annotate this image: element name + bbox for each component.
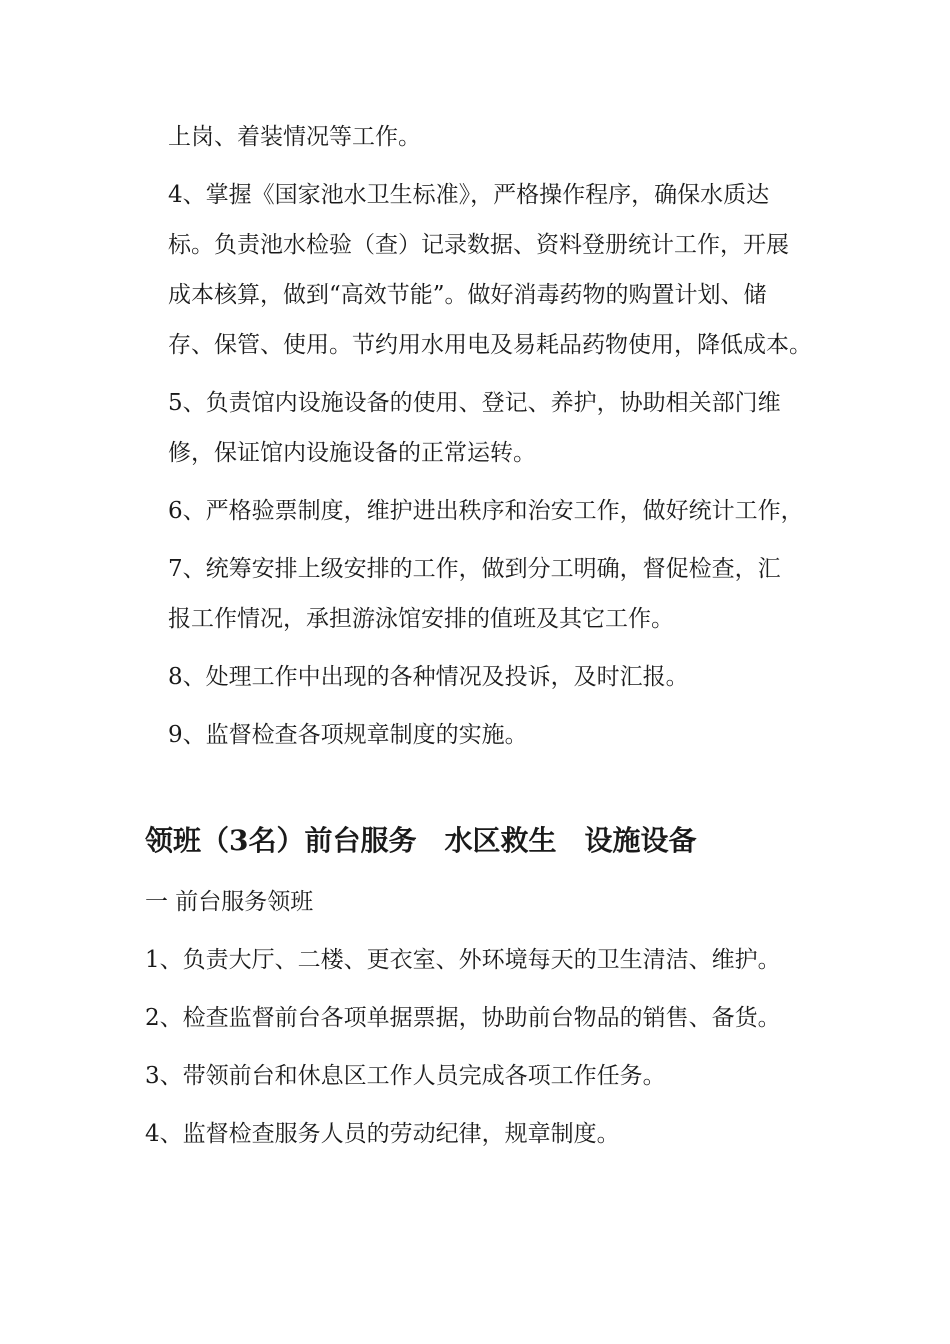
front-desk-lead-section bbox=[145, 877, 845, 1167]
text-line: 标。负责池水检验（查）记录数据、资料登册统计工作，开展 bbox=[168, 232, 789, 258]
item-6 bbox=[168, 486, 818, 536]
list-item: 1、负责大厅、二楼、更衣室、外环境每天的卫生清洁、维护。 bbox=[145, 947, 781, 973]
item-9 bbox=[168, 710, 818, 760]
duties-list-continued bbox=[168, 112, 818, 760]
text-line: 7、统筹安排上级安排的工作，做到分工明确，督促检查，汇 bbox=[168, 556, 781, 582]
text-line: 存、保管、使用。节约用水用电及易耗品药物使用，降低成本。 bbox=[168, 332, 812, 358]
item-8 bbox=[168, 652, 818, 702]
text-line: 5、负责馆内设施设备的使用、登记、养护，协助相关部门维 bbox=[168, 390, 781, 416]
text-line: 报工作情况，承担游泳馆安排的值班及其它工作。 bbox=[168, 606, 674, 632]
text-line: 修，保证馆内设施设备的正常运转。 bbox=[168, 440, 536, 466]
text-line: 上岗、着装情况等工作。 bbox=[168, 124, 421, 150]
item-5 bbox=[168, 378, 818, 478]
section-heading: 领班（3名）前台服务 水区救生 设施设备 bbox=[145, 824, 697, 857]
item-3-continuation bbox=[168, 112, 818, 162]
text-line: 成本核算，做到“高效节能”。做好消毒药物的购置计划、储 bbox=[168, 282, 767, 308]
list-item: 3、带领前台和休息区工作人员完成各项工作任务。 bbox=[145, 1063, 666, 1089]
text-line: 4、掌握《国家池水卫生标准》，严格操作程序，确保水质达 bbox=[168, 182, 770, 208]
list-item: 2、检查监督前台各项单据票据，协助前台物品的销售、备货。 bbox=[145, 1005, 781, 1031]
section-subheading: 一 前台服务领班 bbox=[145, 889, 314, 915]
text-line: 9、监督检查各项规章制度的实施。 bbox=[168, 722, 528, 748]
item-4 bbox=[168, 170, 818, 370]
list-item: 4、监督检查服务人员的劳动纪律，规章制度。 bbox=[145, 1121, 620, 1147]
text-line: 6、严格验票制度，维护进出秩序和治安工作，做好统计工作， bbox=[168, 498, 804, 524]
item-7 bbox=[168, 544, 818, 644]
text-line: 8、处理工作中出现的各种情况及投诉，及时汇报。 bbox=[168, 664, 689, 690]
